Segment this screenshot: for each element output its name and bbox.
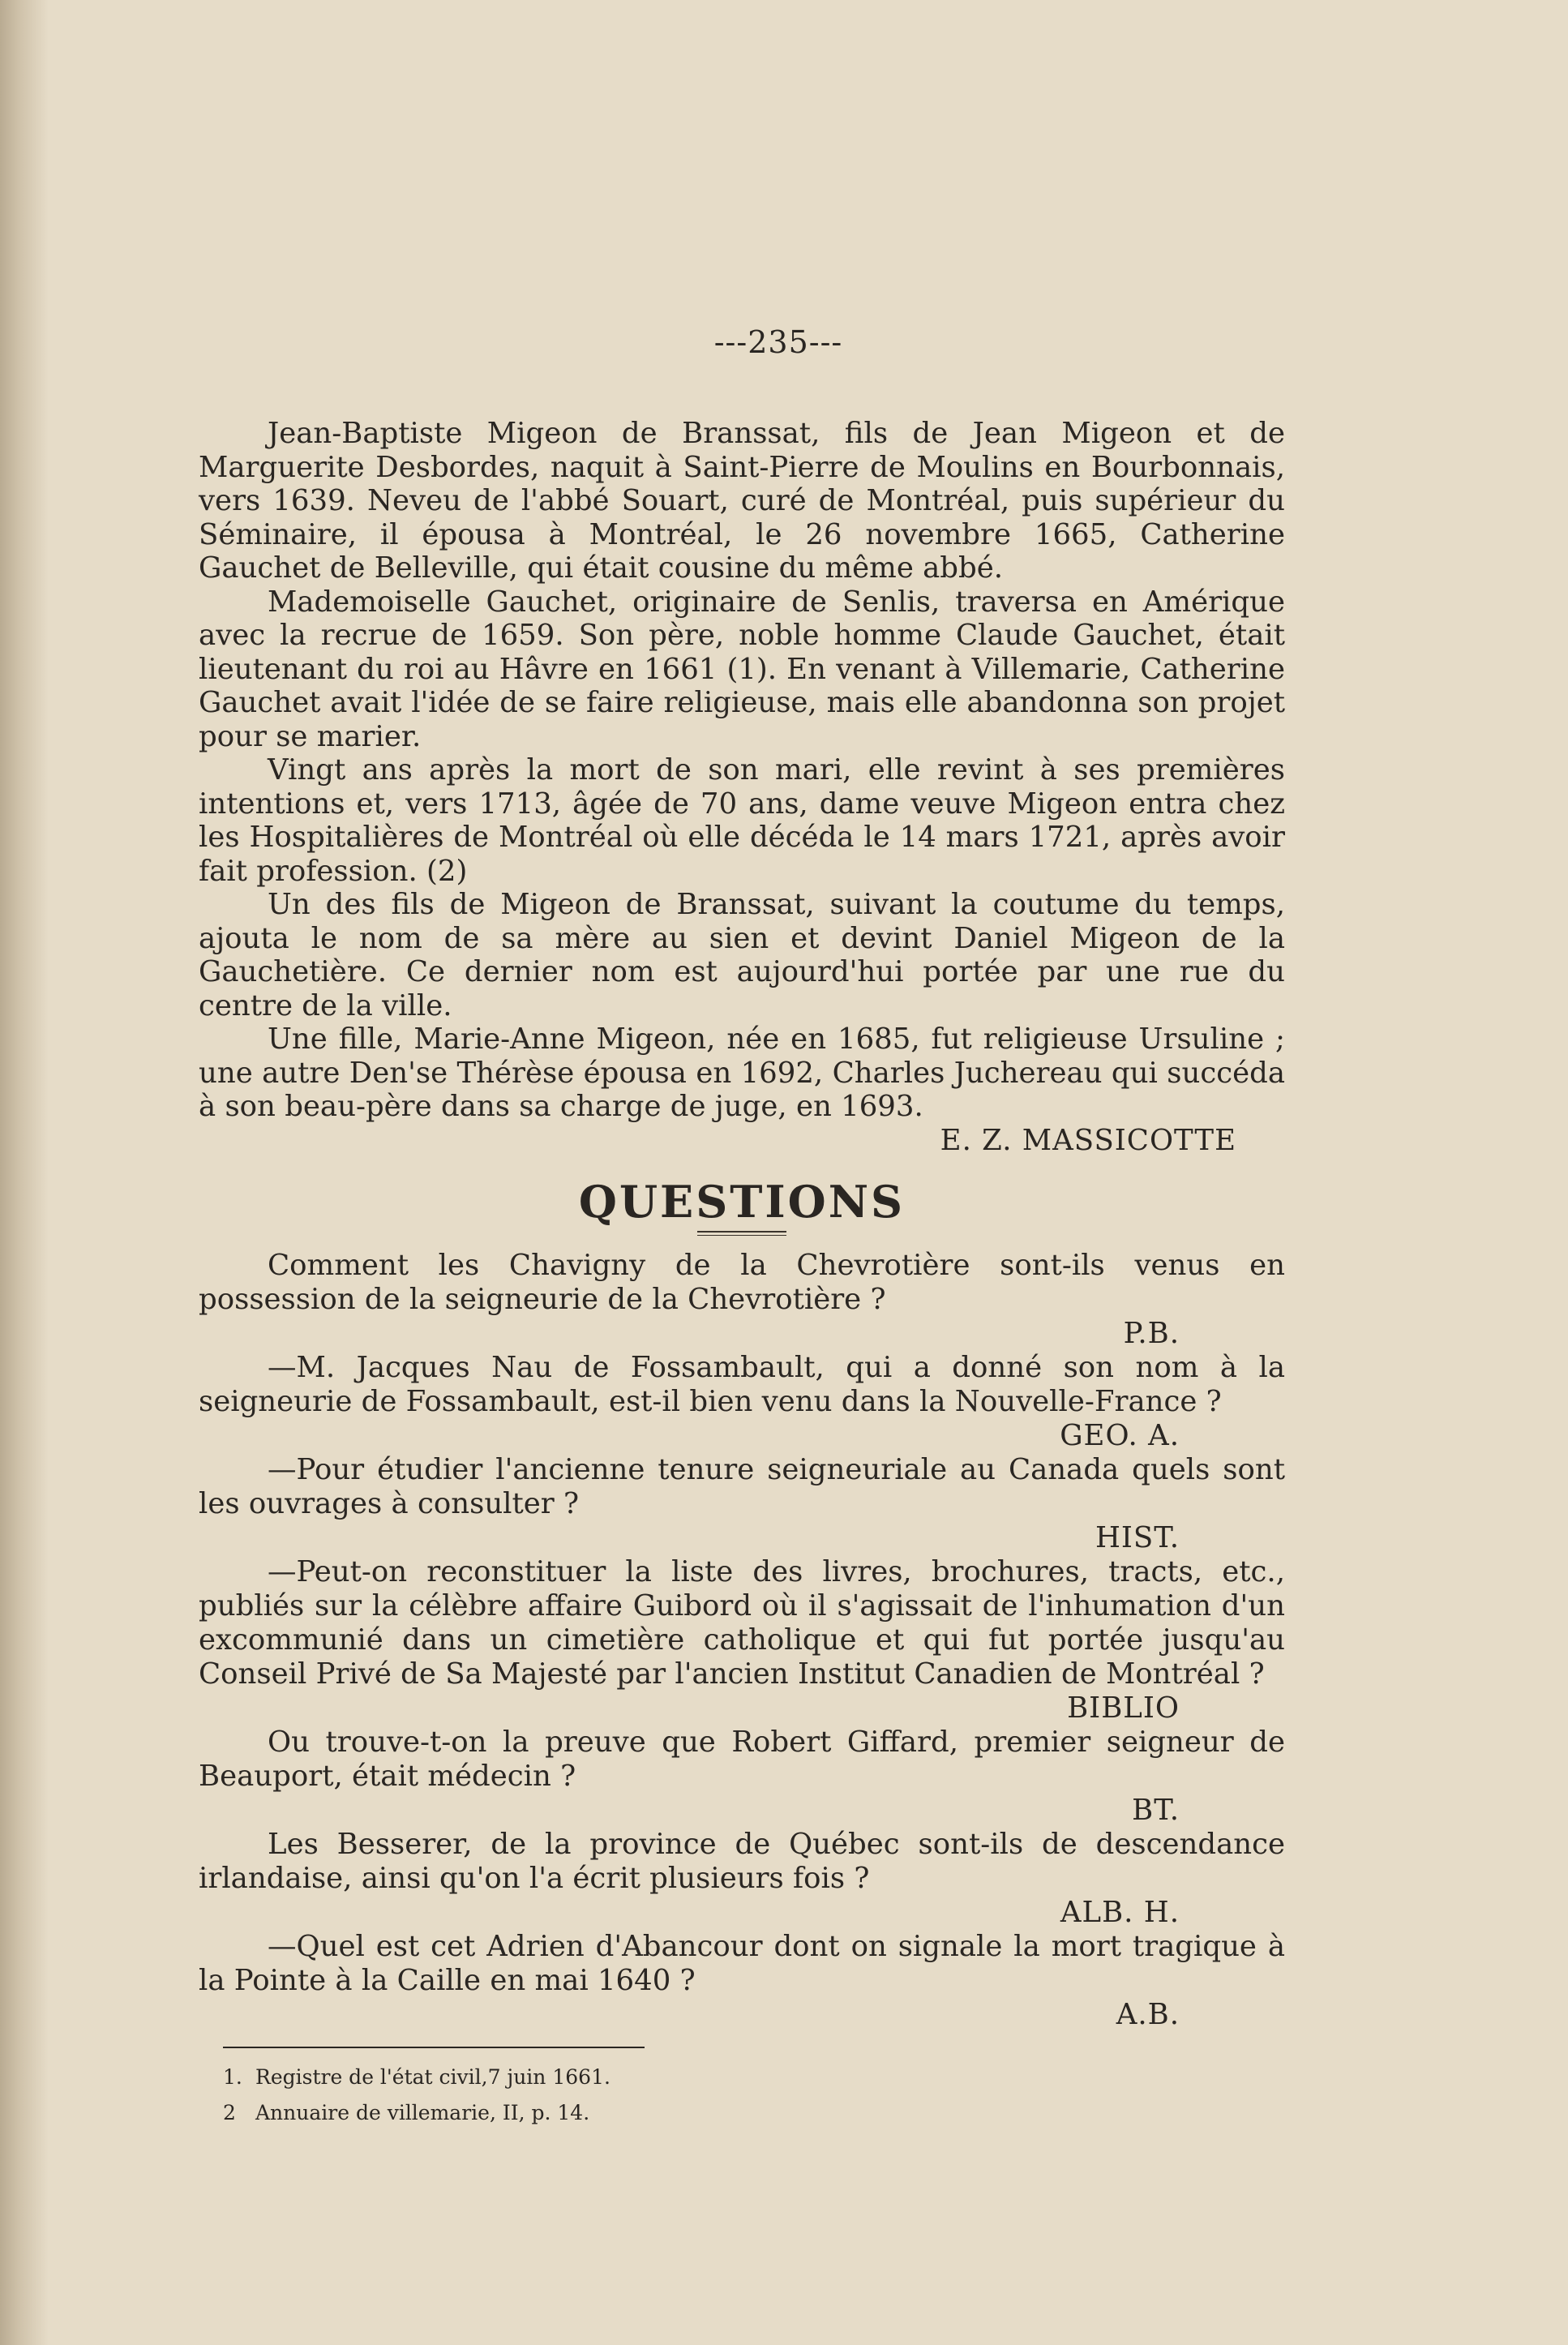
article-paragraph-3: Vingt ans après la mort de son mari, elle revint à ses premières intentions et, vers 1713, âgée de 70 ans, dame veuve Migeon entra chez les Hospitalières de Montréal où elle décéda le 14 mars 1721, après avoir fait profession. (2): [199, 753, 1285, 888]
question-item: [199, 1555, 1285, 1726]
question-initials-line: [199, 1521, 1285, 1555]
question-initials: ALB. H.: [1060, 1896, 1180, 1929]
question-text: Ou trouve-t-on la preuve que Robert Giffard, premier seigneur de Beauport, était médecin ?: [199, 1726, 1285, 1793]
question-initials: HIST.: [1095, 1521, 1180, 1554]
question-text: Les Besserer, de la province de Québec sont-ils de descendance irlandaise, ainsi qu'on l'a écrit plusieurs fois ?: [199, 1828, 1285, 1895]
question-initials: BIBLIO: [1067, 1691, 1180, 1725]
footnote-text: Annuaire de villemarie, II, p. 14.: [255, 2101, 590, 2124]
article-paragraph-5: Une fille, Marie-Anne Migeon, née en 1685, fut religieuse Ursuline ; une autre Den'se Thérèse épousa en 1692, Charles Juchereau qui succéda à son beau-père dans sa charge de juge, en 1693.: [199, 1022, 1285, 1123]
question-initials: A.B.: [1116, 1998, 1180, 2031]
footnote-rule: [223, 2047, 645, 2048]
question-text: —Peut-on reconstituer la liste des livres, brochures, tracts, etc., publiés sur la célèbre affaire Guibord où il s'agissait de l'inhumation d'un excommunié dans un cimetière catholique et qui fut portée jusqu'au Conseil Privé de Sa Majesté par l'ancien Institut Canadien de Montréal ?: [199, 1555, 1285, 1691]
question-initials-line: [199, 1317, 1285, 1351]
question-item: [199, 1828, 1285, 1930]
page-gutter: [0, 0, 49, 2345]
question-item: [199, 1726, 1285, 1828]
article-paragraph-4: Un des fils de Migeon de Branssat, suivant la coutume du temps, ajouta le nom de sa mère au sien et devint Daniel Migeon de la Gauchetière. Ce dernier nom est aujourd'hui portée par une rue du centre de la ville.: [199, 888, 1285, 1022]
heading-rule: [697, 1231, 786, 1236]
footnote-text: Registre de l'état civil,7 juin 1661.: [255, 2065, 610, 2089]
article-paragraph-2: Mademoiselle Gauchet, originaire de Senlis, traversa en Amérique avec la recrue de 1659. Son père, noble homme Claude Gauchet, était lieutenant du roi au Hâvre en 1661 (1). En venant à Villemarie, Catherine Gauchet avait l'idée de se faire religieuse, mais elle abandonna son projet pour se marier.: [199, 585, 1285, 753]
article: [199, 417, 1285, 1157]
question-initials-line: [199, 1794, 1285, 1828]
question-initials: GEO. A.: [1060, 1419, 1180, 1452]
document-page: [199, 324, 1285, 2131]
footnote-number: 2: [223, 2101, 236, 2124]
question-text: —M. Jacques Nau de Fossambault, qui a donné son nom à la seigneurie de Fossambault, est-il bien venu dans la Nouvelle-France ?: [199, 1351, 1285, 1418]
article-paragraph-1: Jean-Baptiste Migeon de Branssat, fils de Jean Migeon et de Marguerite Desbordes, naquit à Saint-Pierre de Moulins en Bourbonnais, vers 1639. Neveu de l'abbé Souart, curé de Montréal, puis supérieur du Séminaire, il épousa à Montréal, le 26 novembre 1665, Catherine Gauchet de Belleville, qui était cousine du même abbé.: [199, 417, 1285, 585]
question-initials-line: [199, 1691, 1285, 1726]
questions-heading: QUESTIONS: [578, 1176, 906, 1228]
question-text: —Pour étudier l'ancienne tenure seigneuriale au Canada quels sont les ouvrages à consulter ?: [199, 1453, 1285, 1520]
question-item: [199, 1930, 1285, 2032]
question-text: Comment les Chavigny de la Chevrotière sont-ils venus en possession de la seigneurie de la Chevrotière ?: [199, 1249, 1285, 1316]
question-initials-line: [199, 1998, 1285, 2032]
footnote: [199, 2060, 1285, 2095]
question-initials: BT.: [1132, 1794, 1180, 1827]
question-initials: P.B.: [1123, 1317, 1180, 1350]
author-signature: E. Z. MASSICOTTE: [940, 1123, 1236, 1157]
footnote: [199, 2095, 1285, 2131]
question-item: [199, 1351, 1285, 1453]
question-item: [199, 1249, 1285, 1351]
page-number: ---235---: [713, 324, 843, 360]
question-initials-line: [199, 1896, 1285, 1930]
questions-list: [199, 1249, 1285, 2032]
question-text: —Quel est cet Adrien d'Abancour dont on signale la mort tragique à la Pointe à la Caille en mai 1640 ?: [199, 1930, 1285, 1997]
footnote-number: 1.: [223, 2065, 242, 2089]
question-initials-line: [199, 1419, 1285, 1453]
question-item: [199, 1453, 1285, 1555]
